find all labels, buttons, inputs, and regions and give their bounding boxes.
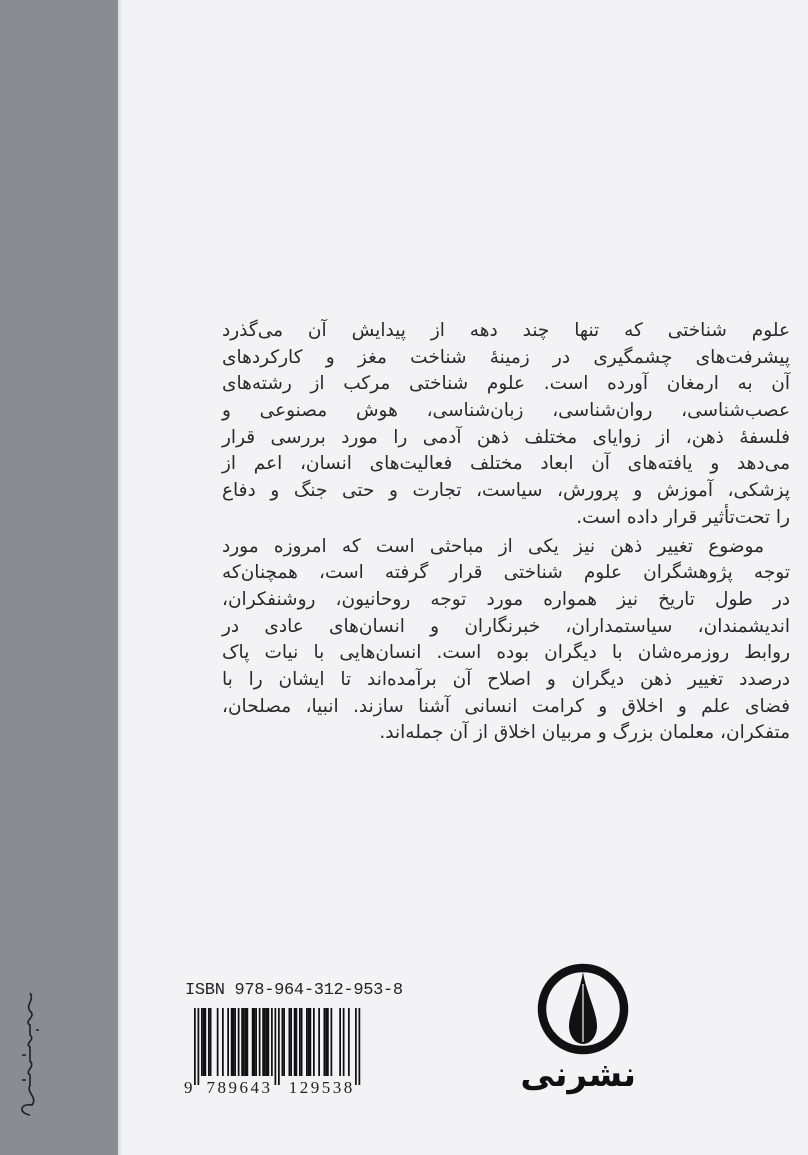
barcode-bar <box>222 1008 224 1076</box>
blurb-line: پزشکی، آموزش و پرورش، سیاست، تجارت و حتی جنگ و دفاع <box>222 480 790 502</box>
publisher-name: نشرنی <box>520 1055 636 1095</box>
barcode-bar <box>241 1008 243 1076</box>
barcode-bar <box>234 1008 236 1076</box>
blurb-line: علوم شناختی که تنها چند دهه از پیدایش آن می‌گذرد <box>222 320 790 341</box>
barcode-bar <box>233 1008 235 1076</box>
blurb-line: فلسفهٔ ذهن، از زوایای مختلف ذهن آدمی را مورد بررسی قرار <box>222 426 790 448</box>
blurb-line: پیشرفت‌های چشمگیری در زمینهٔ شناخت مغز و کارکردهای <box>222 346 790 368</box>
barcode-bar <box>275 1008 277 1085</box>
blurb-line: در طول تاریخ نیز همواره مورد توجه روحانیون، روشنفکران، <box>222 588 790 610</box>
barcode-bar <box>339 1008 341 1076</box>
barcode-digits: 789643 <box>206 1078 273 1095</box>
barcode-bar <box>247 1008 249 1076</box>
blurb-line: آن به ارمغان آورده است. علوم شناختی مرکب از رشته‌های <box>222 373 790 395</box>
blurb-line: عصب‌شناسی، روان‌شناسی، زبان‌شناسی، هوش مصنوعی و <box>222 400 790 422</box>
barcode-bar <box>238 1008 240 1076</box>
barcode-bar <box>310 1008 312 1076</box>
blurb-line: روابط روزمره‌شان با دیگران بوده است. انسان‌هایی با نیات پاک <box>222 642 790 664</box>
blurb-line: موضوع تغییر ذهن نیز یکی از مباحثی است که امروزه مورد <box>222 535 764 557</box>
barcode-bar <box>254 1008 256 1076</box>
barcode-bar <box>283 1008 285 1076</box>
blurb-line: درصدد تغییر ذهن دیگران و اصلاح آن برآمده‌اند تا ایشان را با <box>222 668 790 690</box>
barcode-bar <box>289 1008 291 1076</box>
barcode-bar <box>355 1008 357 1085</box>
barcode-bar <box>208 1008 210 1076</box>
barcode-bar <box>201 1008 203 1076</box>
barcode-bar <box>243 1008 245 1076</box>
spine-edge <box>118 0 122 1155</box>
barcode-bar <box>262 1008 264 1076</box>
barcode-bar <box>245 1008 247 1076</box>
barcode-bar <box>296 1008 298 1076</box>
barcode-bar <box>210 1008 212 1076</box>
barcode-bar <box>331 1008 333 1076</box>
blurb-line: را تحت‌تأثیر قرار داده است. <box>576 506 790 528</box>
barcode-bar <box>306 1008 308 1076</box>
barcode-bar <box>231 1008 233 1076</box>
barcode-bar <box>324 1008 326 1076</box>
barcode-bar <box>252 1008 254 1076</box>
barcode-bar <box>359 1008 361 1085</box>
blurb-line: اندیشمندان، سیاستمداران، خبرنگاران و انسان‌های عادی در <box>222 615 790 637</box>
isbn-label: ISBN 978-964-312-953-8 <box>185 981 403 1000</box>
barcode-bar <box>194 1008 196 1085</box>
barcode-bar <box>198 1008 200 1085</box>
barcode-bar <box>282 1008 284 1076</box>
barcode-bar <box>327 1008 329 1076</box>
blurb-line: فضای علم و اخلاق و کرامت انسانی آشنا سازند. انبیا، مصلحان، <box>222 695 790 717</box>
barcode-bar <box>278 1008 280 1085</box>
blurb-line: توجه پژوهشگران علوم شناختی قرار گرفته است، همچنان‌که <box>222 562 790 584</box>
barcode-bar <box>301 1008 303 1076</box>
drop-in-circle-icon <box>536 962 630 1056</box>
barcode-bar <box>299 1008 301 1076</box>
barcode-bar <box>325 1008 327 1076</box>
barcode-bar <box>264 1008 266 1076</box>
blurb-line: می‌دهد و یافته‌های آن ابعاد مختلف فعالیت‌های انسان، اعم از <box>222 453 790 475</box>
barcode-bar <box>205 1008 207 1076</box>
barcode-bar <box>266 1008 268 1076</box>
barcode-bar <box>271 1008 273 1076</box>
barcode-bar <box>313 1008 315 1076</box>
barcode-digits: 9 <box>184 1078 195 1095</box>
book-spine <box>0 0 118 1155</box>
barcode-bar <box>348 1008 350 1076</box>
barcode-bar <box>343 1008 345 1076</box>
barcode-bar <box>308 1008 310 1076</box>
barcode-bar <box>294 1008 296 1076</box>
barcode-bar <box>255 1008 257 1076</box>
barcode-bar <box>318 1008 320 1076</box>
barcode-bar <box>227 1008 229 1076</box>
barcode <box>180 1003 370 1095</box>
blurb-line: متفکران، معلمان بزرگ و مربیان اخلاق از آن جمله‌اند. <box>379 722 790 744</box>
barcode-bar <box>203 1008 205 1076</box>
barcode-bar <box>290 1008 292 1076</box>
spine-signature <box>8 985 48 1120</box>
barcode-bar <box>259 1008 261 1076</box>
barcode-bar <box>217 1008 219 1076</box>
barcode-digits: 129538 <box>288 1078 355 1095</box>
barcode-bar <box>268 1008 270 1076</box>
blurb <box>222 318 790 747</box>
